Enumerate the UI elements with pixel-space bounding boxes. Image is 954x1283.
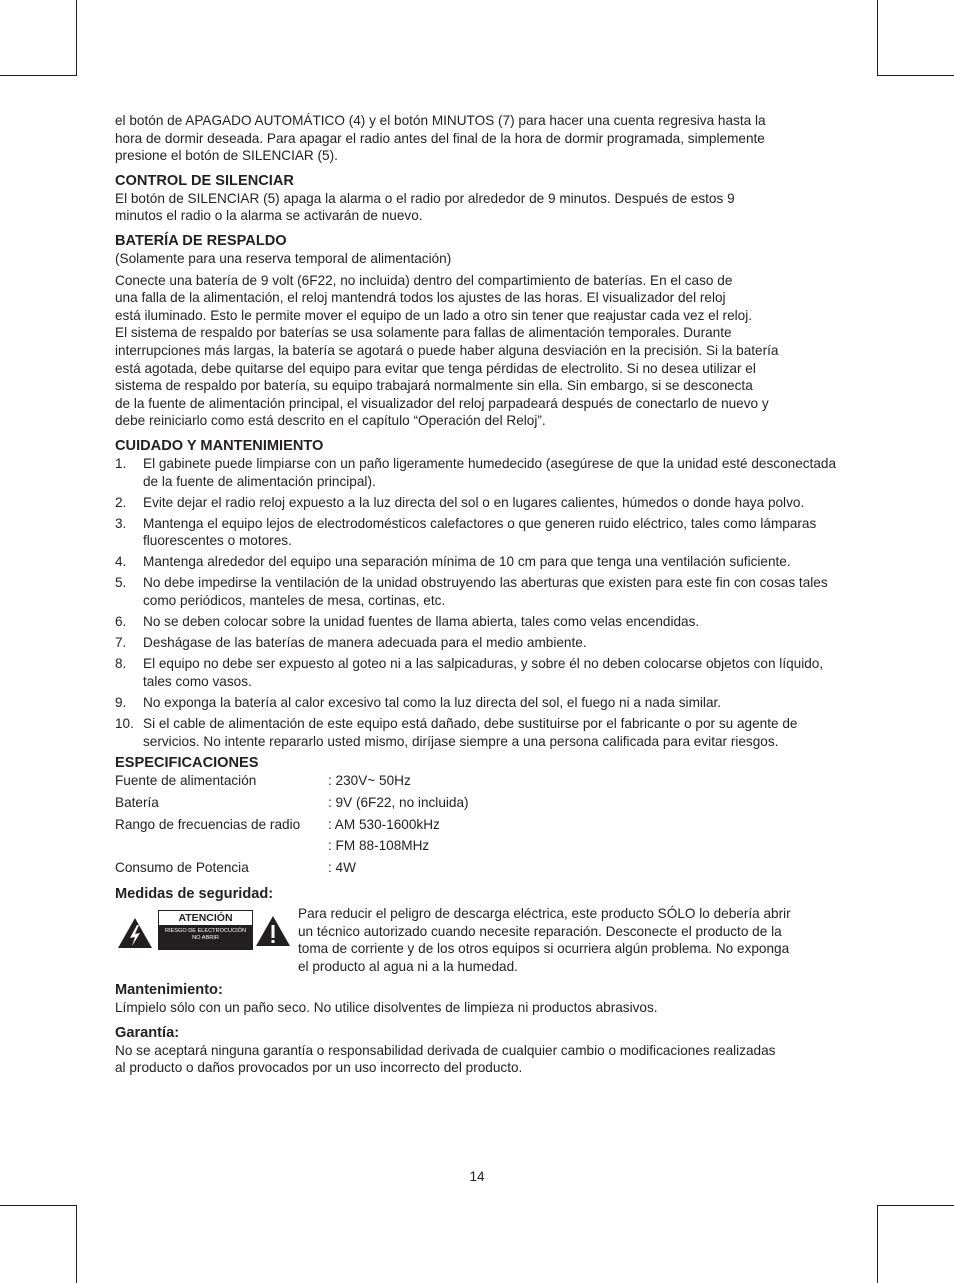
heading-seguridad: Medidas de seguridad: — [115, 886, 274, 903]
list-item: 9. No exponga la batería al calor excesivo tal como la luz directa del sol, el fuego ni a nada similar. — [115, 695, 722, 711]
crop-mark — [0, 1205, 77, 1206]
spec-value: : 4W — [328, 859, 356, 875]
specs-table — [115, 772, 839, 876]
list-item: 4. Mantenga alrededor del equipo una separación mínima de 10 cm para que tenga una ventilación suficiente. — [115, 554, 791, 570]
heading-bateria: BATERÍA DE RESPALDO — [115, 232, 287, 249]
spec-value: : AM 530-1600kHz — [328, 816, 440, 832]
list-item: 5. No debe impedirse la ventilación de la unidad obstruyendo las aberturas que existen para este fin con cosas tales como periódicos, manteles de mesa, cortinas, etc. — [115, 575, 828, 609]
caution-label: ATENCIÓN RIESGO DE ELECTROCUCIÓN NO ABRIR — [158, 910, 253, 950]
list-item: 1. El gabinete puede limpiarse con un paño ligeramente humedecido (asegúrese de que la unidad esté desconectada de la fuente de alimentación principal). — [115, 455, 837, 489]
spec-label: Rango de frecuencias de radio — [115, 816, 301, 832]
list-item: 7. Deshágase de las baterías de manera adecuada para el medio ambiente. — [115, 635, 587, 651]
heading-garantia: Garantía: — [115, 1024, 180, 1041]
safety-block — [115, 905, 839, 975]
page-content — [115, 112, 839, 1077]
list-item: 8. El equipo no debe ser expuesto al goteo ni a las salpicaduras, y sobre él no deben colocarse objetos con líquido, tales como vasos. — [115, 656, 824, 689]
lightning-warning-icon — [117, 917, 153, 949]
crop-mark — [877, 1205, 954, 1206]
list-item: 2. Evite dejar el radio reloj expuesto a la luz directa del sol o en lugares calientes, húmedos o donde haya polvo. — [115, 494, 805, 510]
heading-cuidado: CUIDADO Y MANTENIMIENTO — [115, 437, 324, 454]
heading-especificaciones: ESPECIFICACIONES — [115, 755, 259, 772]
crop-mark — [76, 1205, 77, 1283]
crop-mark — [76, 0, 77, 76]
crop-mark — [877, 0, 878, 76]
crop-mark — [877, 1205, 878, 1283]
intro-paragraph: el botón de APAGADO AUTOMÁTICO (4) y el botón MINUTOS (7) para hacer una cuenta regresiva hasta la hora de dormir deseada. Para apagar el radio antes del final de la hora de dormir programada, simplemente presione el botón de SILENCIAR (5). — [115, 113, 766, 164]
cuidado-list — [115, 455, 839, 750]
crop-mark — [0, 75, 77, 76]
page-number: 14 — [469, 1169, 485, 1184]
exclamation-warning-icon — [255, 915, 291, 947]
spec-value: : FM 88-108MHz — [328, 838, 430, 854]
list-item: 6. No se deben colocar sobre la unidad fuentes de llama abierta, tales como velas encendidas. — [115, 614, 700, 630]
heading-mantenimiento: Mantenimiento: — [115, 982, 223, 999]
garantia-paragraph: No se aceptará ninguna garantía o responsabilidad derivada de cualquier cambio o modificaciones realizadas al producto o daños provocados por un uso incorrecto del producto. — [115, 1042, 776, 1076]
spec-value: : 9V (6F22, no incluida) — [328, 794, 469, 810]
spec-value: : 230V~ 50Hz — [328, 773, 411, 789]
silenciar-paragraph: El botón de SILENCIAR (5) apaga la alarma o el radio por alrededor de 9 minutos. Después de estos 9 minutos el radio o la alarma se activarán de nuevo. — [115, 190, 735, 224]
list-item: 3. Mantenga el equipo lejos de electrodomésticos calefactores o que generen ruido eléctrico, tales como lámparas fluorescentes o motores. — [115, 515, 817, 549]
list-item: 10. Si el cable de alimentación de este equipo está dañado, debe sustituirse por el fabricante o por su agente de servicios. No intente repararlo usted mismo, diríjase siempre a una persona calificada para evitar riesgos. — [115, 716, 798, 749]
spec-label: Fuente de alimentación — [115, 773, 257, 789]
spec-label — [115, 837, 328, 855]
spec-label: Consumo de Potencia — [115, 859, 249, 875]
crop-mark — [877, 75, 954, 76]
safety-paragraph: Para reducir el peligro de descarga eléctrica, este producto SÓLO lo debería abrir un técnico autorizado cuando necesite reparación. Desconecte el producto de la toma de corriente y de los otros equipos si ocurriera algún problema. No exponga el producto al agua ni a la humedad. — [298, 906, 791, 975]
heading-silenciar: CONTROL DE SILENCIAR — [115, 172, 294, 189]
spec-label: Batería — [115, 794, 159, 810]
bateria-paragraph: Conecte una batería de 9 volt (6F22, no incluida) dentro del compartimiento de baterías. En el caso de una falla de la alimentación, el reloj mantendrá todos los ajustes de las horas. El visualizador del reloj está iluminado. Esto le permite mover el equipo de un lado a otro sin tener que reajustar cada vez el reloj. El sistema de respaldo por baterías se usa solamente para fallas de alimentación temporales. Durante interrupciones más largas, la batería se agotará o puede haber alguna desviación en la precisión. Si la batería está agotada, debe quitarse del equipo para evitar que tenga pérdidas de electrolito. Si no desea utilizar el sistema de respaldo por batería, su equipo trabajará normalmente sin ella. Sin embargo, si se desconecta de la fuente de alimentación principal, el visualizador del reloj parpadeará después de conectarlo de nuevo y debe reiniciarlo como está descrito en el capítulo “Operación del Reloj”. — [115, 272, 779, 429]
mantenimiento-paragraph: Límpielo sólo con un paño seco. No utilice disolventes de limpieza ni productos abrasivos. — [115, 1000, 658, 1016]
bateria-note: (Solamente para una reserva temporal de alimentación) — [115, 250, 452, 266]
